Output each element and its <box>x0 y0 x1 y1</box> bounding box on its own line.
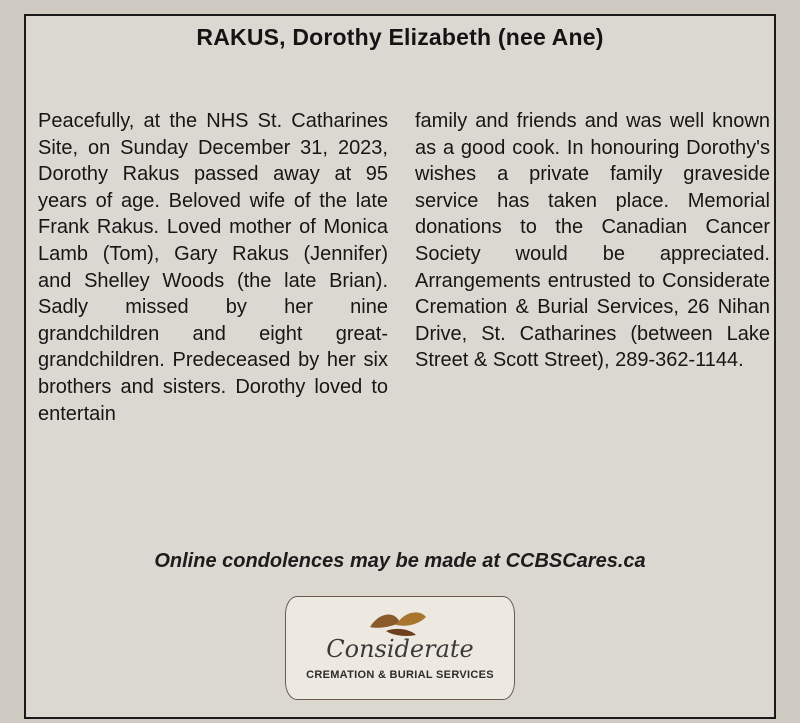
funeral-home-logo <box>285 596 515 700</box>
leaf-icon <box>366 605 430 639</box>
obituary-title: RAKUS, Dorothy Elizabeth (nee Ane) <box>196 24 604 50</box>
obituary-notice <box>24 14 776 719</box>
logo-tagline: CREMATION & BURIAL SERVICES <box>306 669 494 681</box>
obituary-body-right-column: family and friends and was well known as a good cook. In honouring Dorothy's wishes a private family graveside service has taken place. Memorial donations to the Canadian Cancer Society would be appreciated. Arrangements entrusted to Considerate Cremation & Burial Services, 26 Nihan Drive, St. Catharines (between Lake Street & Scott Street), 289-362-1144. <box>415 110 770 372</box>
obituary-body-left-column: Peacefully, at the NHS St. Catharines Site, on Sunday December 31, 2023, Dorothy Rakus passed away at 95 years of age. Beloved wife of the late Frank Rakus. Loved mother of Monica Lamb (Tom), Gary Rakus (Jennifer) and Shelley Woods (the late Brian). Sadly missed by her nine grandchildren and eight great-grandchildren. Predeceased by her six brothers and sisters. Dorothy loved to entertain <box>38 110 388 425</box>
logo-wordmark: Considerate <box>326 635 474 663</box>
online-condolences-note: Online condolences may be made at CCBSCares.ca <box>154 550 646 572</box>
